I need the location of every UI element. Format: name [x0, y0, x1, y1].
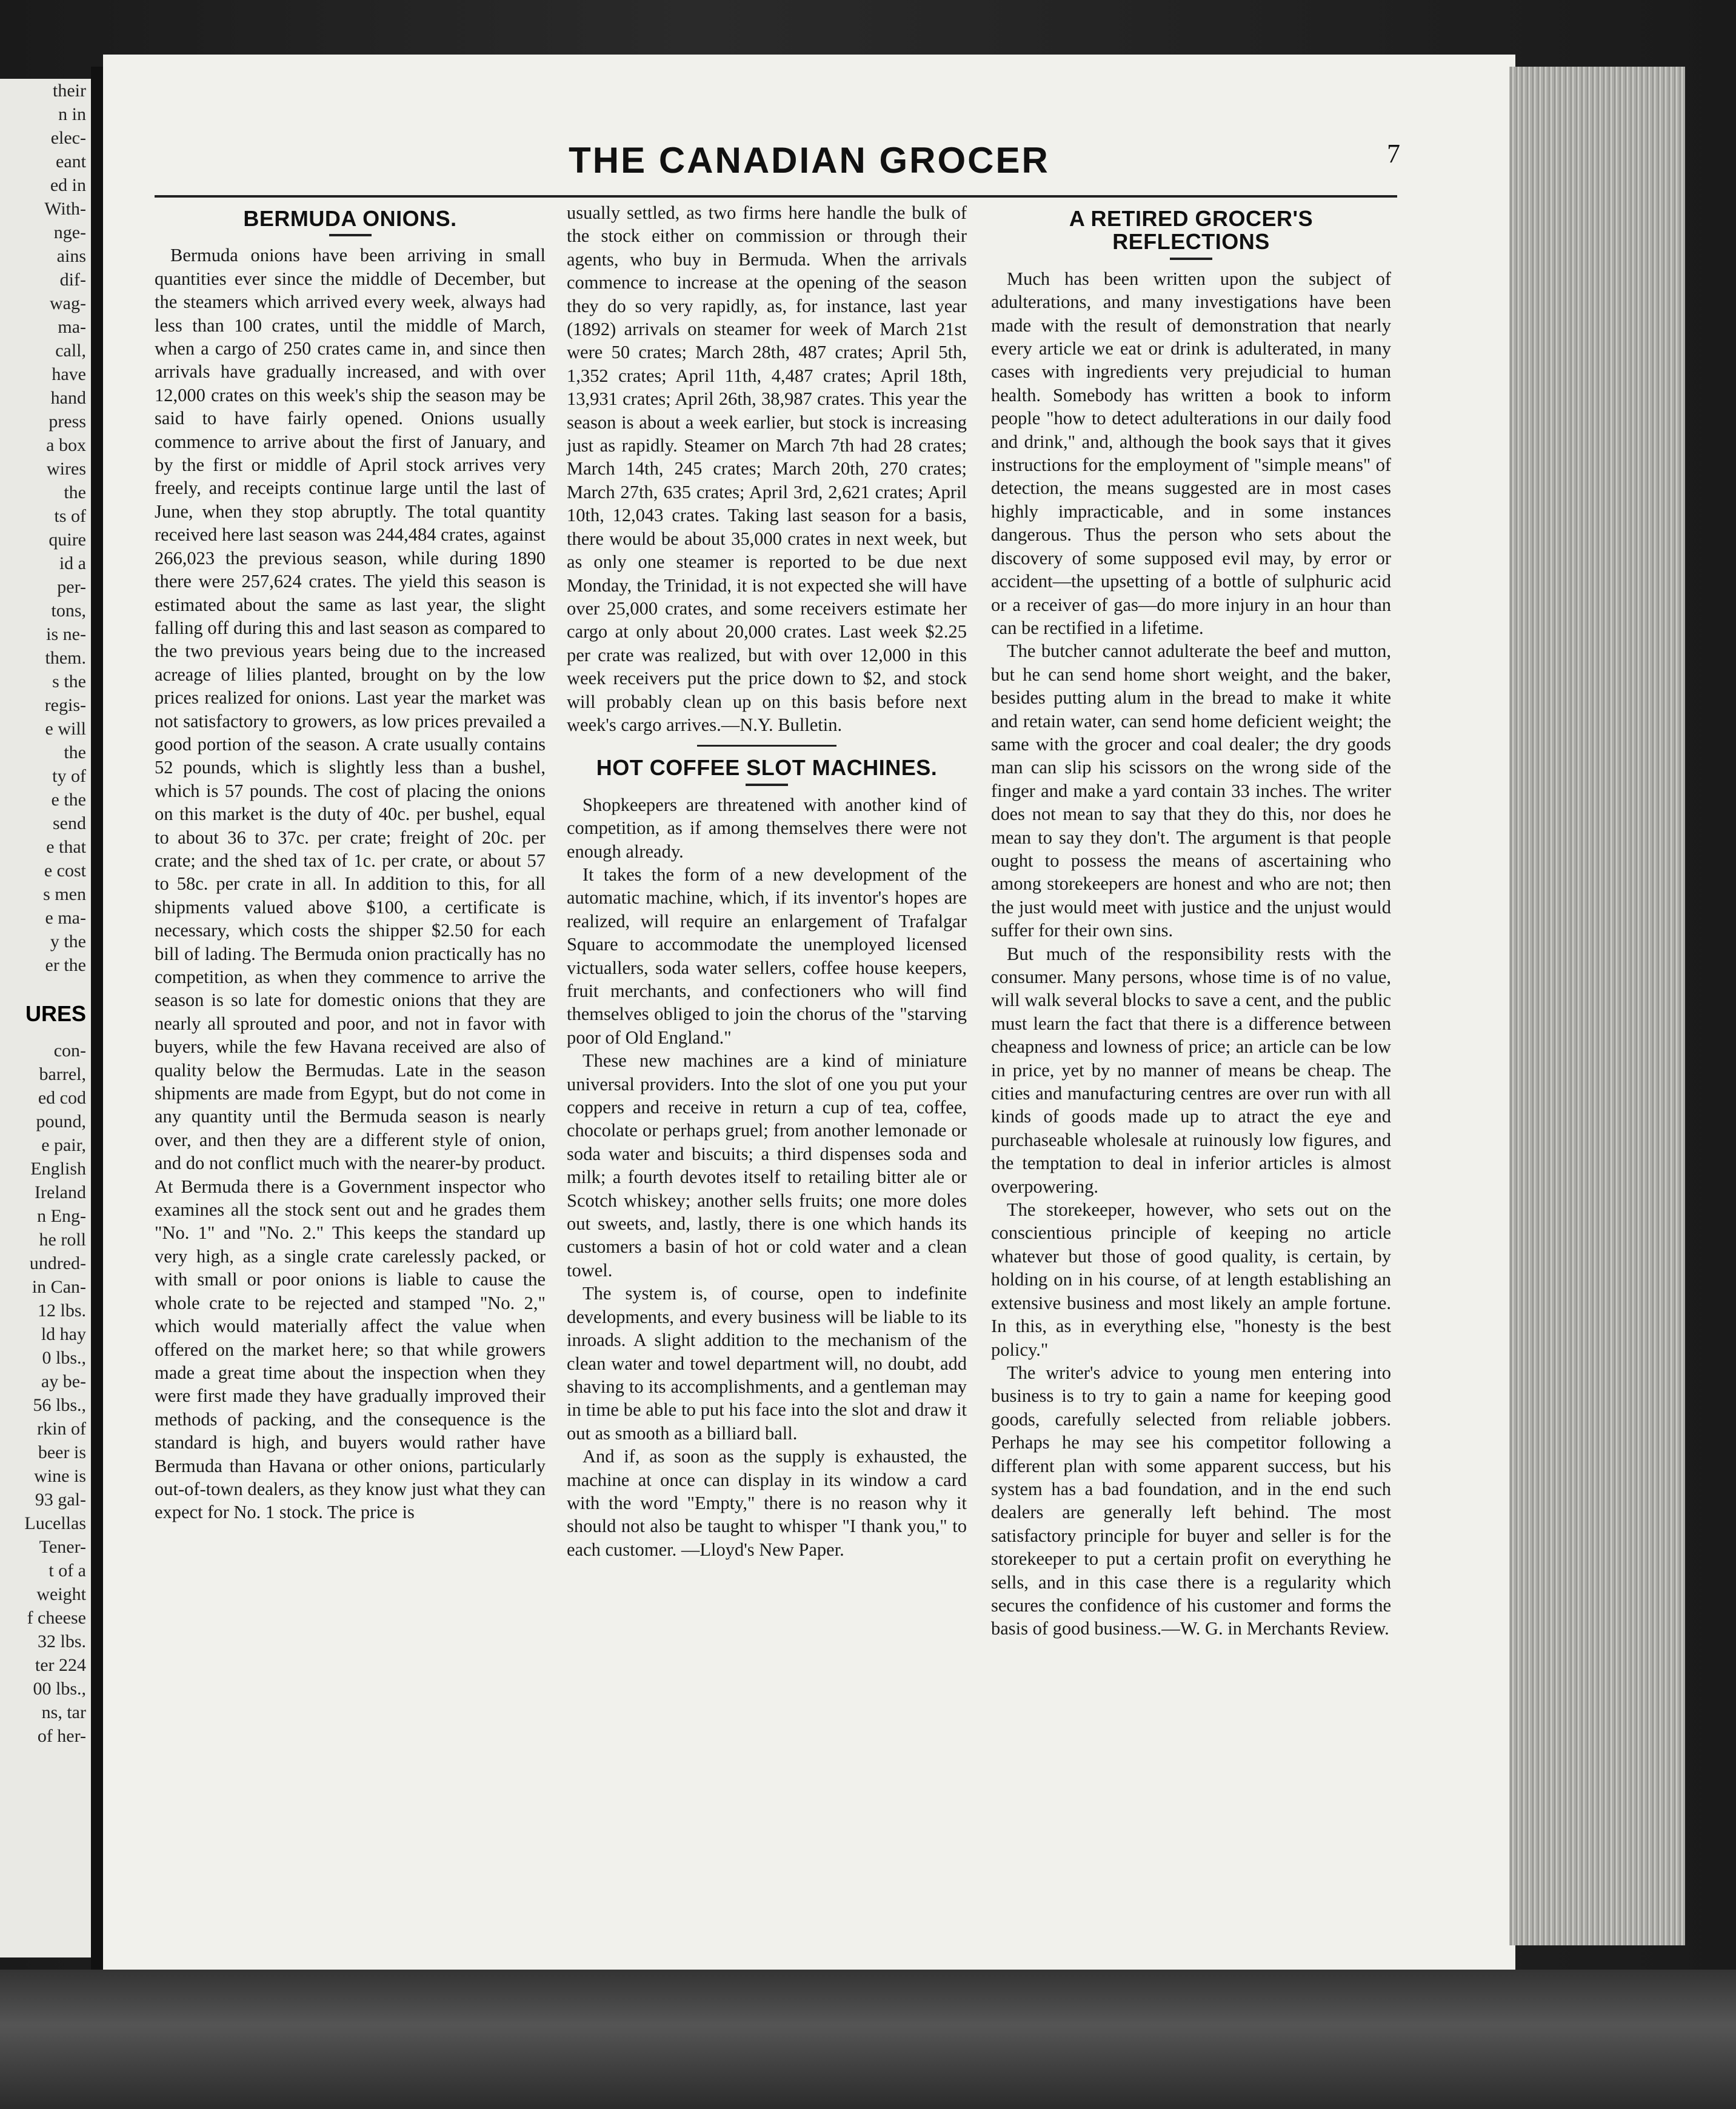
article-body-bermuda-onions-continued: [567, 201, 967, 736]
facing-page-line: elec-: [50, 128, 86, 148]
facing-page-line: ty of: [52, 766, 86, 786]
facing-page-line: their: [53, 81, 86, 101]
paragraph: Shopkeepers are threatened with another kind of competition, as if among themselves there were not enough already.: [567, 794, 967, 862]
facing-page-line: 00 lbs.,: [33, 1679, 86, 1699]
facing-page-line: press: [48, 411, 86, 431]
facing-page-line: barrel,: [39, 1064, 86, 1084]
facing-page-line: per-: [57, 577, 86, 597]
facing-page-line: tons,: [51, 601, 86, 621]
facing-page-line: Tener-: [39, 1537, 86, 1557]
article-body-bermuda-onions: [155, 244, 546, 1524]
facing-page-text-bottom: [0, 1039, 91, 1748]
facing-page-line: dif-: [59, 270, 86, 290]
facing-page-line: the: [64, 482, 86, 502]
paragraph: These new machines are a kind of miniature universal providers. Into the slot of one you put your coppers and receive in return a cup of tea, coffee, chocolate or perhaps gruel; from another lemonade or soda water and biscuits; a third dispenses soda and milk; a fourth devotes itself to retailing bitter ale or Scotch whiskey; another sells fruits; one more doles out sweets, and, lastly, there is one which hands its customers a basin of hot or cold water and a clean towel.: [567, 1050, 967, 1281]
column-2: [567, 201, 967, 1561]
facing-page-line: ains: [56, 246, 86, 266]
facing-page-heading: URES: [25, 1001, 86, 1026]
facing-page-line: wine is: [34, 1466, 86, 1486]
facing-page-line: 12 lbs.: [37, 1301, 86, 1321]
facing-page-line: ter 224: [35, 1655, 86, 1675]
facing-page-line: s men: [43, 884, 86, 904]
paragraph: And if, as soon as the supply is exhausted, the machine at once can display in its window a card with the word "Empty," there is no reason why it should not also be taught to whisper "I thank you," to each customer. —Lloyd's New Paper.: [567, 1446, 967, 1560]
facing-page-line: Ireland: [35, 1182, 86, 1202]
facing-page-line: beer is: [38, 1442, 86, 1462]
article-separator: [697, 745, 836, 747]
facing-page-line: them.: [45, 648, 86, 668]
facing-page-line: con-: [53, 1041, 86, 1061]
facing-page-line: e ma-: [45, 908, 86, 928]
facing-page-text-top: [0, 79, 91, 977]
page-stack-edge: [1509, 67, 1685, 1945]
facing-page-line: the: [64, 742, 86, 762]
article-body-retired-grocer: [991, 267, 1391, 1641]
facing-page-line: he roll: [39, 1230, 86, 1250]
headline-retired-grocer: A RETIRED GROCER'S REFLECTIONS: [1069, 206, 1314, 255]
book-gutter: [91, 67, 103, 1976]
paragraph: Much has been written upon the subject of adulterations, and many investigations have been made with the result of demonstration that nearly every article we eat or drink is adulterated, in many cases with ingredients very prejudicial to human health. Somebody has written a book to inform people "how to detect adulterations in our daily food and drink," and, although the book says that it gives instructions for the employment of "simple means" of detection, the means suggested are in most cases highly impracticable, and in some instances dangerous. Thus the person who sets about the discovery of some supposed evil may, by error or accident—the upsetting of a bottle of sulphuric acid or a receiver of gas—do more injury in an hour than can be rectified in a lifetime.: [991, 268, 1391, 638]
facing-page-line: ld hay: [41, 1324, 86, 1344]
facing-page-line: e will: [45, 719, 86, 739]
page-number: 7: [1387, 139, 1400, 168]
facing-page-line: ed in: [50, 175, 86, 195]
headline-dash: [329, 234, 372, 236]
headline-hot-coffee-slot-machines: HOT COFFEE SLOT MACHINES.: [596, 755, 938, 781]
facing-page-line: 93 gal-: [35, 1490, 86, 1510]
facing-page-line: wag-: [50, 293, 86, 313]
facing-page-line: n Eng-: [37, 1206, 86, 1226]
facing-page-line: ns, tar: [41, 1702, 86, 1722]
facing-page-line: undred-: [29, 1253, 86, 1273]
facing-page-line: ts of: [54, 506, 86, 526]
facing-page-line: ay be-: [41, 1371, 86, 1391]
masthead-rule: [155, 195, 1397, 198]
facing-page-line: 0 lbs.,: [42, 1348, 86, 1368]
facing-page-line: rkin of: [37, 1419, 86, 1439]
facing-page-line: pound,: [36, 1111, 86, 1131]
paragraph: Bermuda onions have been arriving in small quantities ever since the middle of December, but the steamers which arrived every week, always had less than 100 crates, until the middle of March, when a cargo of 250 crates came in, and since then arrivals have gradually increased, and with over 12,000 crates on this week's ship the season may be said to have fairly opened. Onions usually commence to arrive about the first of January, and by the first or middle of April stock arrives very freely, and receipts continue large until the last of June, when they stop abruptly. The total quantity received here last season was 244,484 crates, against 266,023 the previous season, while during 1890 there were 257,624 crates. The yield this season is estimated about the same as last year, the slight falling off during this and last season as compared to the two previous years being due to the increased acreage of lilies planted, brought on by the low prices realized for onions. Last year the market was not satisfactory to growers, as low prices prevailed a good portion of the season. A crate usually contains 52 pounds, which is slightly less than a bushel, which is 57 pounds. The cost of placing the onions on this market is the duty of 40c. per bushel, equal to about 36 to 37c. per crate; freight of 20c. per crate; and the shed tax of 1c. per crate, or about 57 to 58c. per crate in all. In addition to this, for all shipments valued above $100, a certificate is necessary, which costs the shipper $2.50 for each bill of lading. The Bermuda onion practically has no competition, as when they commence to arrive the season is so late for domestic onions that they are nearly all sprouted and poor, and not in favor with buyers, while the few Havana received are also of quality below the Bermudas. Late in the season shipments are made from Egypt, but do not come in any quantity until the Bermuda season is nearly over, and then they are a different style of onion, and do not conflict much with the nearer-by product. At Bermuda there is a Government inspector who examines all the stock sent out and he grades them "No. 1" and "No. 2." This keeps the standard up very high, as a single crate carelessly packed, or with small or poor onions is liable to cause the whole crate to be rejected and stamped "No. 2," which would materially affect the value when offered on the market here; so that while growers made a great time about the inspection when they were first made they have gradually improved their methods of packing, and the consequence is the standard is high, and buyers would rather have Bermuda than Havana or other onions, particularly out-of-town dealers, as they know just what they can expect for No. 1 stock. The price is: [155, 245, 546, 1523]
facing-page-line: wires: [47, 459, 86, 479]
facing-page-line: t of a: [48, 1561, 86, 1581]
facing-page-line: ed cod: [38, 1088, 86, 1108]
facing-page-line: e the: [51, 790, 86, 810]
article-body-hot-coffee: [567, 793, 967, 1561]
facing-page-line: regis-: [44, 695, 86, 715]
facing-page-line: have: [52, 364, 86, 384]
facing-page-line: send: [53, 813, 86, 833]
facing-page-line: e that: [46, 837, 86, 857]
column-3: [991, 201, 1391, 1641]
facing-page-line: n in: [58, 104, 86, 124]
facing-page-line: s the: [52, 671, 86, 691]
facing-page-line: id a: [59, 553, 86, 573]
facing-page-line: y the: [50, 931, 86, 951]
masthead: [103, 127, 1515, 188]
headline-dash: [746, 784, 788, 786]
facing-page-line: weight: [36, 1584, 86, 1604]
paragraph: The butcher cannot adulterate the beef and mutton, but he can send home short weight, and the baker, besides putting alum in the bread to make it white and retain water, can send home deficient weight; the same with the grocer and coal dealer; the dry goods man can slip his scissors on the wrong side of the finger and make a yard contain 33 inches. The writer does not mean to say that they do this, nor does he mean to say they don't. The argument is that people ought to possess the means of ascertaining who among storekeepers are honest and who are not; then the just would meet with justice and the unjust would suffer for their own sins.: [991, 641, 1391, 941]
paragraph: The writer's advice to young men entering into business is to try to gain a name for keeping good goods, carefully selected from reliable jobbers. Perhaps he may see his competitor following a different plan with some apparent success, but his system has a bad foundation, and in the end such dealers are generally left behind. The most satisfactory principle for buyer and seller is for the storekeeper to put a certain profit on everything he sells, and in this case there is a regularity which secures the confidence of his customer and forms the basis of good business.—W. G. in Merchants Review.: [991, 1362, 1391, 1639]
facing-page-line: 32 lbs.: [37, 1631, 86, 1651]
headline-dash: [1170, 258, 1212, 260]
facing-page-line: a box: [46, 435, 86, 455]
paragraph-continued: usually settled, as two firms here handle the bulk of the stock either on commission or through their agents, who buy in Bermuda. When the arrivals commence to increase at the opening of the season they do so very rapidly, as, for instance, last year (1892) arrivals on steamer for week of March 21st were 50 crates; March 28th, 487 crates; April 5th, 1,352 crates; April 11th, 4,487 crates; April 18th, 13,931 crates; April 26th, 38,987 crates. This year the season is about a week earlier, but stock is increasing just as rapidly. Steamer on March 7th had 28 crates; March 14th, 245 crates; March 20th, 270 crates; March 27th, 635 crates; April 3rd, 2,621 crates; April 10th, 12,043 crates. Taking last season for a basis, there would be about 35,000 crates in next week, but as only one steamer is reported to be due next Monday, the Trinidad, it is not expected she will have over 25,000 crates, and some receivers estimate her cargo at only about 20,000 crates. Last week $2.25 per crate was realized, but with over 12,000 in this week receivers put the price down to $2, and stock will probably clean up on this basis before next week's cargo arrives.—N.Y. Bulletin.: [567, 202, 967, 735]
paragraph: It takes the form of a new development of the automatic machine, which, if its inventor's hopes are realized, will require an enlargement of Trafalgar Square to accommodate the unemployed licensed victuallers, soda water sellers, coffee house keepers, fruit merchants, and confectioners who will find themselves obliged to join the chorus of the "starving poor of Old England.": [567, 864, 967, 1048]
facing-page-line: hand: [50, 388, 86, 408]
facing-page-line: in Can-: [32, 1277, 86, 1297]
facing-page-line: f cheese: [27, 1608, 86, 1628]
facing-page-line: quire: [48, 530, 86, 550]
facing-page-line: nge-: [53, 222, 86, 242]
paragraph: The system is, of course, open to indefinite developments, and every business will be liable to its inroads. A slight addition to the mechanism of the clean water and towel department will, no doubt, add shaving to its accomplishments, and a gentleman may in time be able to put his face into the slot and draw it out as smooth as a billiard ball.: [567, 1283, 967, 1444]
column-1: [155, 201, 546, 1524]
facing-page-line: 56 lbs.,: [33, 1395, 86, 1415]
facing-page-line: English: [30, 1159, 86, 1179]
facing-page-line: is ne-: [46, 624, 86, 644]
facing-page-line: of her-: [37, 1726, 86, 1746]
facing-page-line: e pair,: [41, 1135, 86, 1155]
masthead-title: THE CANADIAN GROCER: [569, 140, 1050, 181]
facing-page-line: e cost: [44, 861, 86, 881]
paragraph: The storekeeper, however, who sets out on the conscientious principle of keeping no article whatever but those of good quality, is certain, by holding on in his course, of at length establishing an extensive business and most likely an ample fortune. In this, as in everything else, "honesty is the best policy.": [991, 1199, 1391, 1360]
headline-bermuda-onions: BERMUDA ONIONS.: [243, 206, 457, 231]
scan-bottom-shadow: [0, 1970, 1736, 2109]
facing-page-line: call,: [55, 341, 86, 361]
facing-page-line: Lucellas: [24, 1513, 86, 1533]
facing-page-line: er the: [45, 955, 86, 975]
facing-page-line: eant: [56, 152, 86, 172]
paragraph: But much of the responsibility rests with the consumer. Many persons, whose time is of no value, will walk several blocks to save a cent, and the public must learn the fact that there is a difference between cheapness and lowness of price; an article can be low in price, yet by no manner of means be cheap. The cities and manufacturing centres are over run with all kinds of goods made up to atract the eye and purchaseable wholesale at ruinously low figures, and the temptation to deal in inferior articles is almost overpowering.: [991, 943, 1391, 1197]
facing-page-line: ma-: [58, 317, 86, 337]
facing-page-fragment: [0, 79, 91, 1957]
facing-page-line: With-: [44, 199, 86, 219]
